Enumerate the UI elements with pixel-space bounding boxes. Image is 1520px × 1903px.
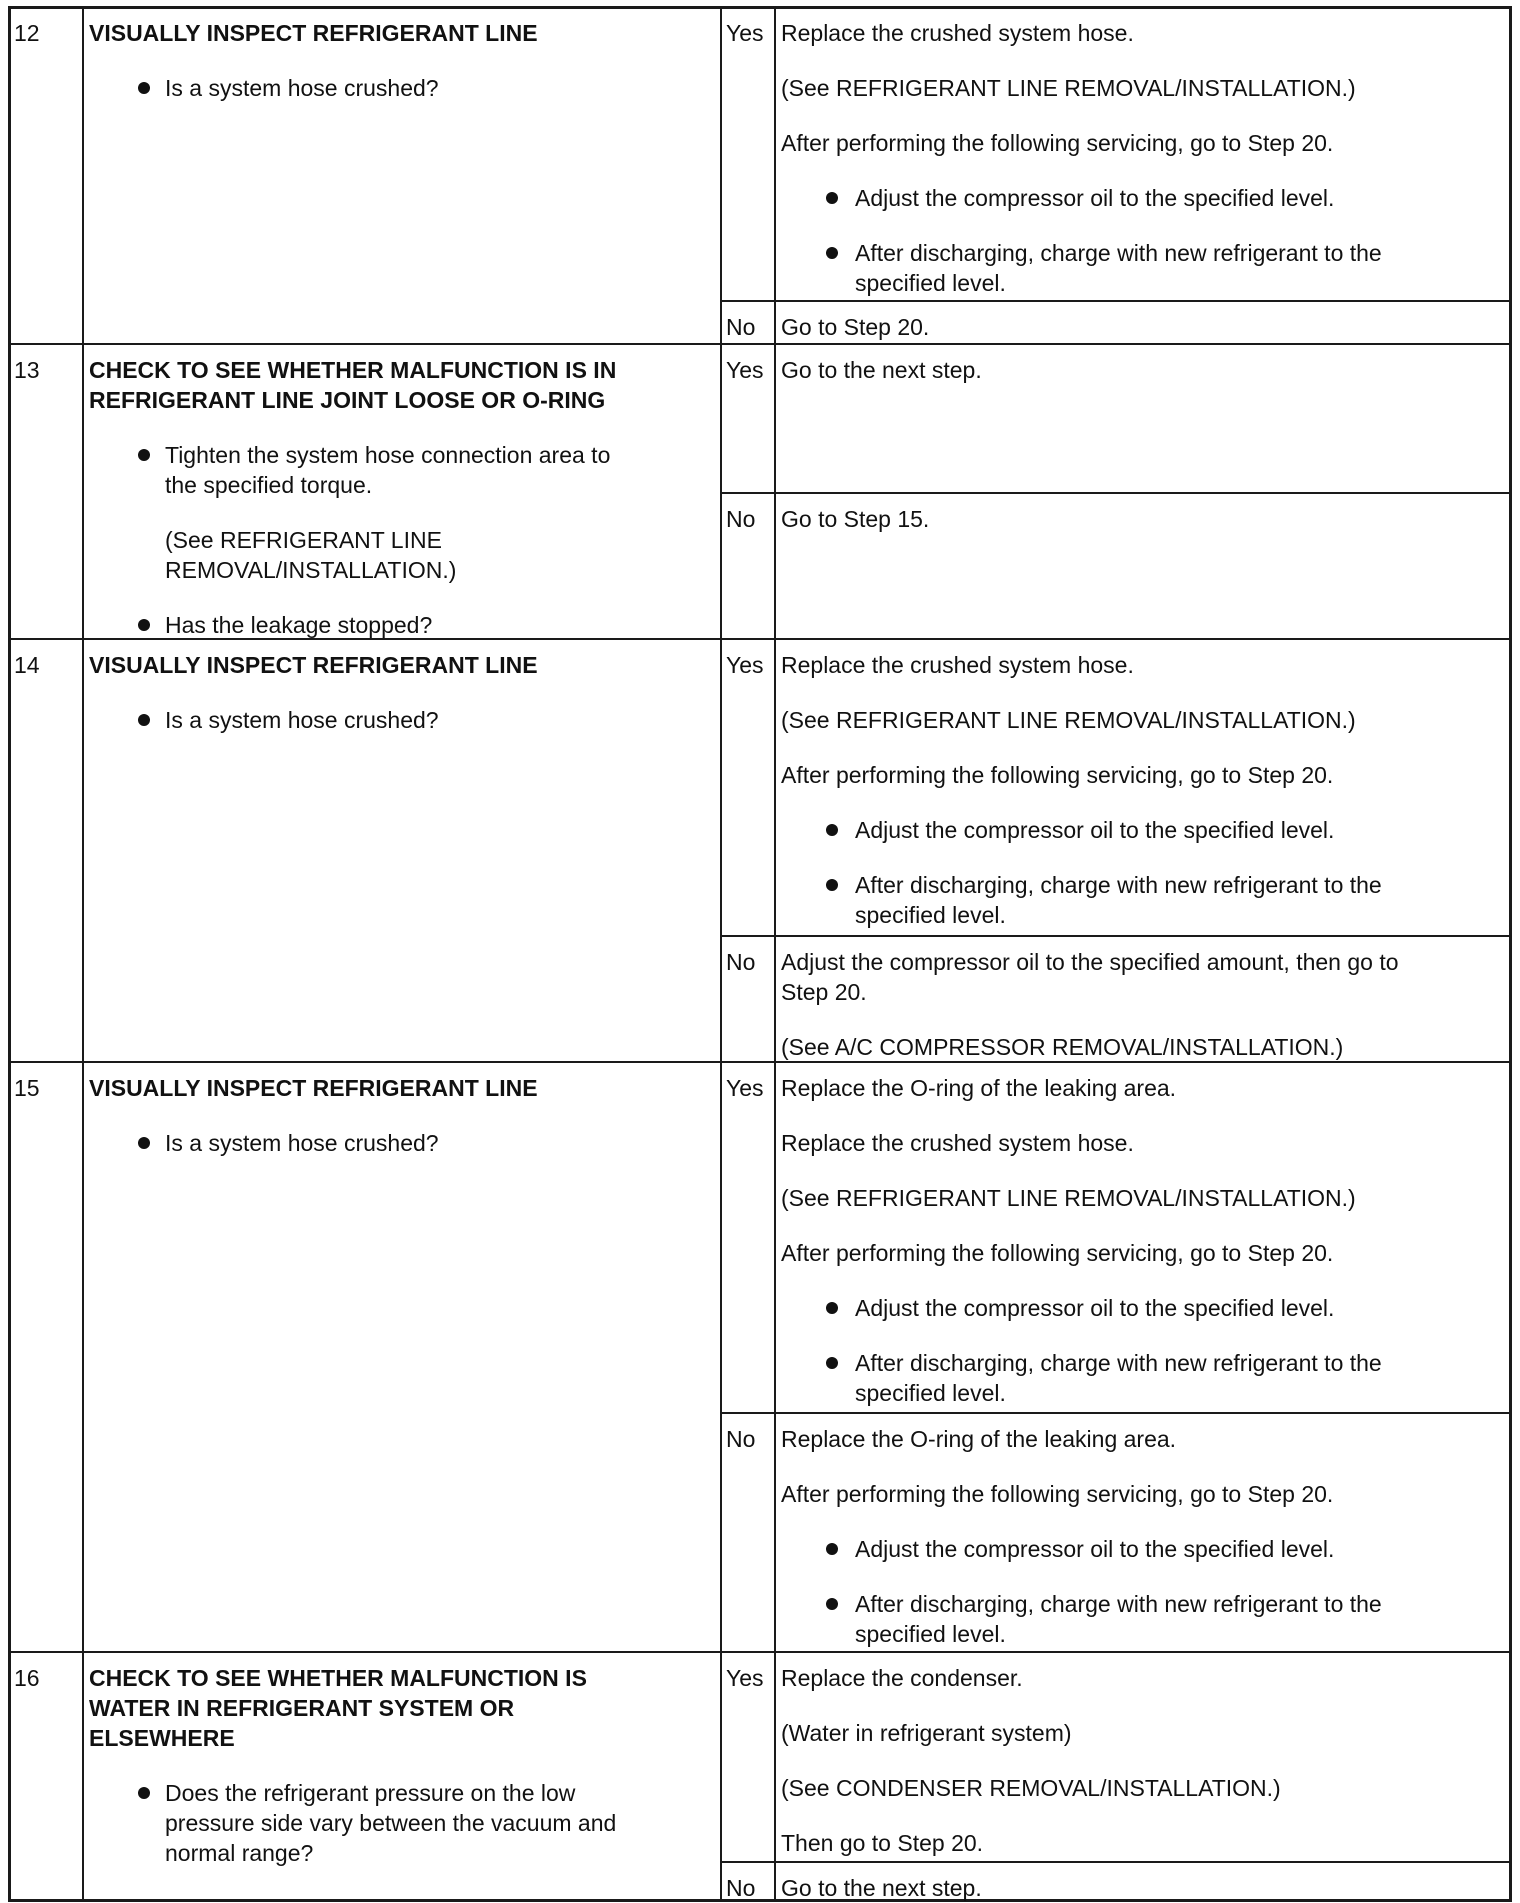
bullet-item-text: Adjust the compressor oil to the specified level. xyxy=(855,1536,1335,1562)
paragraph-text: Go to Step 15. xyxy=(781,506,930,532)
bullet-icon xyxy=(826,824,838,836)
bullet-item-text: Is a system hose crushed? xyxy=(165,707,439,733)
step-title: CHECK TO SEE WHETHER MALFUNCTION IS IN xyxy=(89,357,617,383)
paragraph-text: After performing the following servicing, go to Step 20. xyxy=(781,1481,1334,1507)
bullet-item-text: the specified torque. xyxy=(165,472,373,498)
answer-no-label: No xyxy=(726,949,756,975)
bullet-item-text: After discharging, charge with new refrigerant to the xyxy=(855,872,1382,898)
table-rule-vertical xyxy=(1509,6,1512,1902)
bullet-item-text: Is a system hose crushed? xyxy=(165,75,439,101)
table-rule-horizontal xyxy=(8,343,1512,345)
bullet-icon xyxy=(138,1787,150,1799)
bullet-icon xyxy=(138,619,150,631)
paragraph-text: After performing the following servicing, go to Step 20. xyxy=(781,130,1334,156)
paragraph-text: (See REFRIGERANT LINE REMOVAL/INSTALLATION.) xyxy=(781,1185,1356,1211)
step-title: VISUALLY INSPECT REFRIGERANT LINE xyxy=(89,20,538,46)
table-rule-horizontal xyxy=(720,1412,1512,1414)
step-number: 16 xyxy=(14,1665,40,1691)
bullet-item-text: Tighten the system hose connection area to xyxy=(165,442,611,468)
paragraph-text: Replace the O-ring of the leaking area. xyxy=(781,1426,1177,1452)
table-rule-horizontal xyxy=(8,638,1512,640)
table-rule-horizontal xyxy=(720,492,1512,494)
bullet-icon xyxy=(826,1302,838,1314)
paragraph-text: After performing the following servicing, go to Step 20. xyxy=(781,1240,1334,1266)
answer-yes-label: Yes xyxy=(726,1075,764,1101)
answer-yes-label: Yes xyxy=(726,652,764,678)
paragraph-text: (See A/C COMPRESSOR REMOVAL/INSTALLATION.) xyxy=(781,1034,1344,1060)
table-rule-vertical xyxy=(720,6,722,1902)
bullet-icon xyxy=(826,1543,838,1555)
step-title: ELSEWHERE xyxy=(89,1725,235,1751)
paragraph-text: Go to Step 20. xyxy=(781,314,930,340)
table-rule-vertical xyxy=(8,6,11,1902)
bullet-icon xyxy=(138,449,150,461)
table-rule-horizontal xyxy=(720,300,1512,302)
table-rule-horizontal xyxy=(8,1651,1512,1653)
bullet-item-text: After discharging, charge with new refrigerant to the xyxy=(855,1591,1382,1617)
paragraph-text: Step 20. xyxy=(781,979,867,1005)
paragraph-text: REMOVAL/INSTALLATION.) xyxy=(165,557,457,583)
answer-yes-label: Yes xyxy=(726,20,764,46)
paragraph-text: After performing the following servicing, go to Step 20. xyxy=(781,762,1334,788)
paragraph-text: (See REFRIGERANT LINE REMOVAL/INSTALLATION.) xyxy=(781,707,1356,733)
bullet-item-text: normal range? xyxy=(165,1840,314,1866)
bullet-icon xyxy=(138,82,150,94)
paragraph-text: Then go to Step 20. xyxy=(781,1830,984,1856)
step-title: CHECK TO SEE WHETHER MALFUNCTION IS xyxy=(89,1665,587,1691)
table-rule-horizontal xyxy=(720,1861,1512,1863)
bullet-item-text: Is a system hose crushed? xyxy=(165,1130,439,1156)
paragraph-text: Replace the crushed system hose. xyxy=(781,20,1134,46)
bullet-item-text: pressure side vary between the vacuum and xyxy=(165,1810,617,1836)
bullet-icon xyxy=(826,879,838,891)
bullet-item-text: After discharging, charge with new refrigerant to the xyxy=(855,1350,1382,1376)
step-number: 14 xyxy=(14,652,40,678)
table-rule-horizontal xyxy=(8,1061,1512,1063)
bullet-icon xyxy=(138,714,150,726)
table-rule-horizontal xyxy=(8,1899,1512,1902)
paragraph-text: (Water in refrigerant system) xyxy=(781,1720,1072,1746)
bullet-item-text: specified level. xyxy=(855,902,1006,928)
bullet-icon xyxy=(826,247,838,259)
bullet-item-text: Adjust the compressor oil to the specified level. xyxy=(855,1295,1335,1321)
paragraph-text: Replace the O-ring of the leaking area. xyxy=(781,1075,1177,1101)
paragraph-text: (See CONDENSER REMOVAL/INSTALLATION.) xyxy=(781,1775,1281,1801)
paragraph-text: Replace the condenser. xyxy=(781,1665,1023,1691)
bullet-item-text: Has the leakage stopped? xyxy=(165,612,433,638)
bullet-item-text: Does the refrigerant pressure on the low xyxy=(165,1780,576,1806)
bullet-item-text: After discharging, charge with new refrigerant to the xyxy=(855,240,1382,266)
step-title: REFRIGERANT LINE JOINT LOOSE OR O-RING xyxy=(89,387,606,413)
answer-no-label: No xyxy=(726,1426,756,1452)
paragraph-text: Replace the crushed system hose. xyxy=(781,1130,1134,1156)
paragraph-text: Replace the crushed system hose. xyxy=(781,652,1134,678)
step-number: 12 xyxy=(14,20,40,46)
bullet-item-text: specified level. xyxy=(855,1621,1006,1647)
answer-no-label: No xyxy=(726,1875,756,1901)
step-title: VISUALLY INSPECT REFRIGERANT LINE xyxy=(89,652,538,678)
paragraph-text: (See REFRIGERANT LINE xyxy=(165,527,442,553)
bullet-item-text: Adjust the compressor oil to the specified level. xyxy=(855,185,1335,211)
table-rule-vertical xyxy=(774,6,776,1902)
paragraph-text: Go to the next step. xyxy=(781,1875,982,1901)
answer-no-label: No xyxy=(726,506,756,532)
bullet-item-text: Adjust the compressor oil to the specified level. xyxy=(855,817,1335,843)
bullet-item-text: specified level. xyxy=(855,270,1006,296)
bullet-icon xyxy=(826,1598,838,1610)
table-rule-vertical xyxy=(82,6,84,1902)
table-rule-horizontal xyxy=(8,6,1512,9)
step-number: 13 xyxy=(14,357,40,383)
bullet-icon xyxy=(826,192,838,204)
bullet-icon xyxy=(138,1137,150,1149)
step-title: VISUALLY INSPECT REFRIGERANT LINE xyxy=(89,1075,538,1101)
answer-yes-label: Yes xyxy=(726,357,764,383)
step-title: WATER IN REFRIGERANT SYSTEM OR xyxy=(89,1695,515,1721)
paragraph-text: Adjust the compressor oil to the specified amount, then go to xyxy=(781,949,1399,975)
table-rule-horizontal xyxy=(720,935,1512,937)
bullet-icon xyxy=(826,1357,838,1369)
answer-yes-label: Yes xyxy=(726,1665,764,1691)
bullet-item-text: specified level. xyxy=(855,1380,1006,1406)
answer-no-label: No xyxy=(726,314,756,340)
paragraph-text: Go to the next step. xyxy=(781,357,982,383)
step-number: 15 xyxy=(14,1075,40,1101)
paragraph-text: (See REFRIGERANT LINE REMOVAL/INSTALLATION.) xyxy=(781,75,1356,101)
